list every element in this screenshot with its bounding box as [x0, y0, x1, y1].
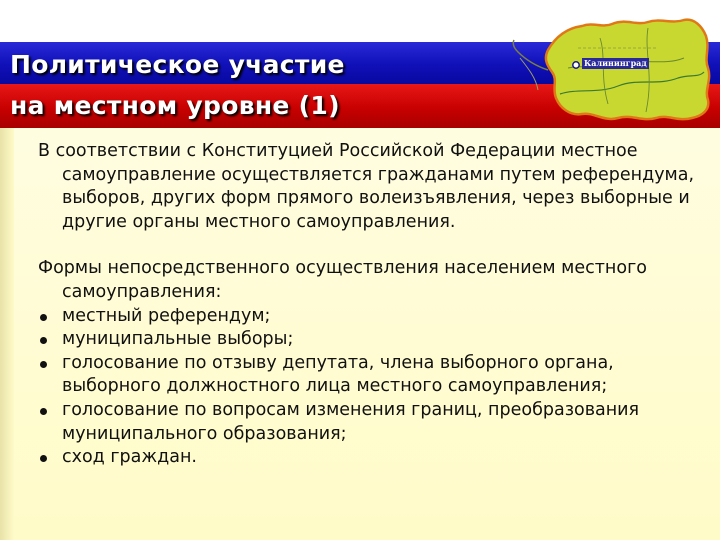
left-shade-strip: [0, 128, 14, 540]
bullet-icon: [40, 455, 47, 462]
paragraph-spacer: [38, 234, 710, 257]
kaliningrad-map-icon: [508, 8, 716, 126]
bullet-icon: [40, 337, 47, 344]
region-shape: [546, 20, 709, 119]
coastline-line: [513, 40, 548, 70]
bullet-icon: [40, 314, 47, 321]
city-label: Калининград: [584, 58, 647, 68]
list-item: сход граждан.: [38, 446, 710, 470]
slide-title-line-1: Политическое участие: [10, 50, 345, 79]
paragraph-constitution: В соответствии с Конституцией Российской Федерации местное самоуправление осуществляется гражданами путем референдума, выборов, других форм прямого волеизъявления, через выборные и другие органы местного самоуправления.: [38, 141, 695, 232]
city-marker-icon: [573, 62, 579, 68]
bullet-icon: [40, 408, 47, 415]
slide-title-line-2: на местном уровне (1): [10, 91, 340, 120]
list-item: муниципальные выборы;: [38, 328, 710, 352]
list-item: местный референдум;: [38, 305, 710, 329]
forms-list: [38, 305, 710, 470]
paragraph-forms: Формы непосредственного осуществления населением местного самоуправления:: [38, 258, 647, 302]
spit-line: [520, 58, 538, 90]
slide-body: [38, 140, 710, 470]
bullet-icon: [40, 361, 47, 368]
list-item: голосование по вопросам изменения границ, преобразования муниципального образования;: [38, 399, 710, 446]
list-item: голосование по отзыву депутата, члена выборного органа, выборного должностного лица местного самоуправления;: [38, 352, 710, 399]
